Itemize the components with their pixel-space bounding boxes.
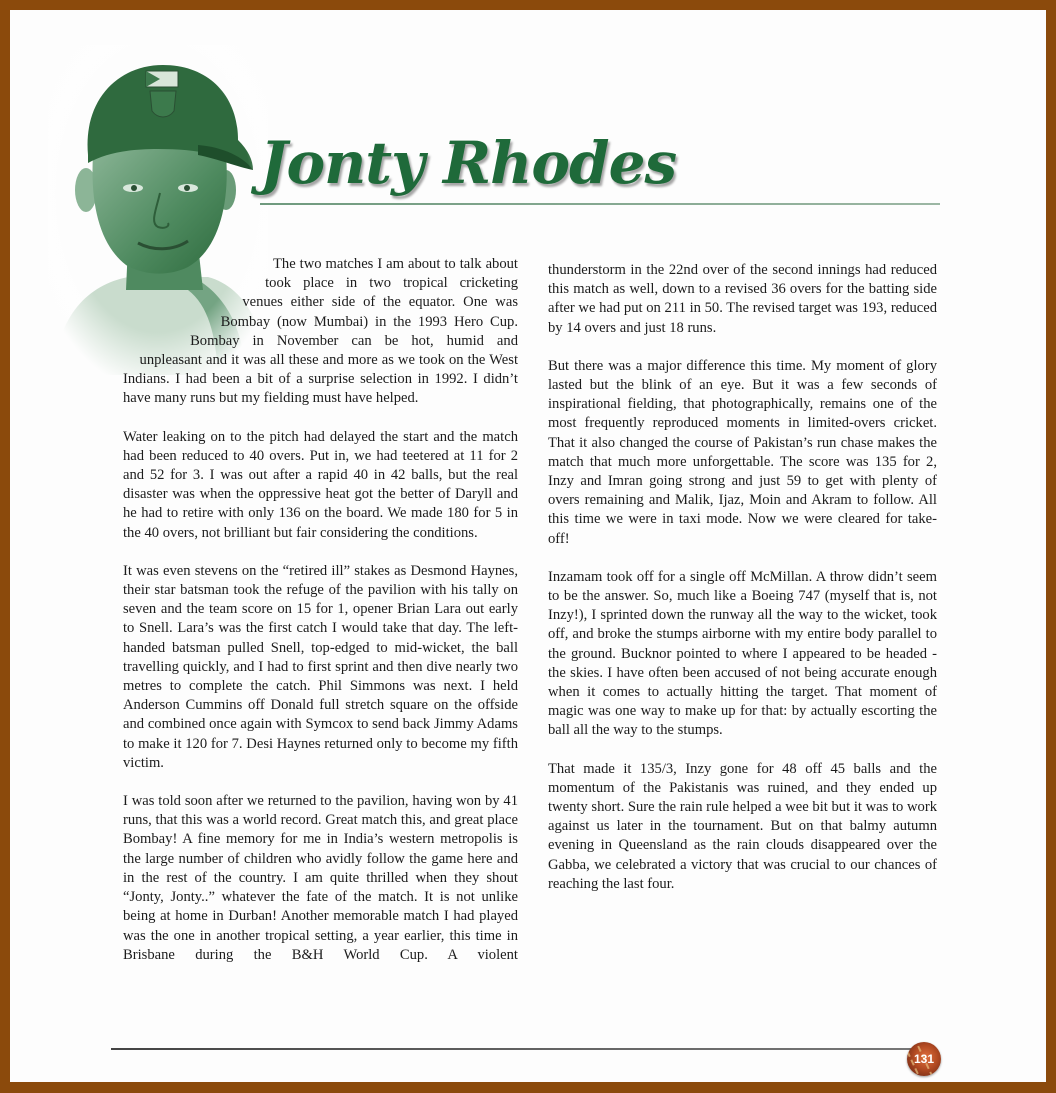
page-title: Jonty Rhodes	[260, 129, 677, 197]
paragraph: It was even stevens on the “retired ill” stakes as Desmond Haynes, their star batsman took the refuge of the pavilion with his tally on seven and the team score on 15 for 1, opener Brian Lara out early to Snell. Lara’s was the first catch I would take that day. The left-handed batsman pulled Snell, top-edged to mid-wicket, the ball travelling quickly, and I had to first sprint and then dive nearly two metres to complete the catch. Phil Simmons was next. I held Anderson Cummins off Donald full stretch square on the offside and combined once again with Symcox to send back Jimmy Adams to make it 120 for 7. Desi Haynes returned only to become my fifth victim.	[123, 562, 518, 771]
article-right-column	[548, 261, 937, 913]
paragraph: Water leaking on to the pitch had delayed the start and the match had been reduced to 40 overs. Put in, we had teetered at 11 for 2 and 52 for 3. I was out after a rapid 40 in 42 balls, but the real disaster was when the oppressive heat got the better of Daryll and he had to retire with only 136 on the board. We made 180 for 5 in the 40 overs, not brilliant but fair considering the conditions.	[123, 428, 518, 541]
paragraph: The two matches I am about to talk about took place in two tropical cricketing venues either side of the equator. One was Bombay (now Mumbai) in the 1993 Hero Cup. Bombay in November can be hot, humid and unpleasant and it was all these and more as we took on the West Indians. I had been a bit of a surprise selection in 1992. I didn’t have many runs but my fielding must have helped.	[123, 256, 518, 407]
title-underline	[260, 203, 940, 205]
cricket-ball-icon	[907, 1042, 941, 1076]
paragraph: But there was a major difference this time. My moment of glory lasted but the blink of an eye. But it was a few seconds of inspirational fielding, that photographically, remains one of the most frequently reproduced moments in limited-overs cricket. That it also changed the course of Pakistan’s run chase makes the match that much more unforgettable. The score was 135 for 2, Inzy and Imran going strong and just 59 to get with plenty of overs remaining and Malik, Ijaz, Moin and Akram to follow. All this time we were in taxi mode. Now we were cleared for take-off!	[548, 357, 937, 547]
paragraph: Inzamam took off for a single off McMillan. A throw didn’t seem to be the answer. So, much like a Boeing 747 (myself that is, not Inzy!), I sprinted down the runway all the way to the wicket, took off, and broke the stumps airborne with my entire body parallel to the ground. Bucknor pointed to where I appeared to be headed - the skies. I have often been accused of not being accurate enough when it comes to actually hitting the target. That moment of magic was one way to make up for that: by actually escorting the ball all the way to the stumps.	[548, 568, 937, 739]
book-page	[10, 10, 1046, 1082]
footer-rule	[111, 1048, 911, 1050]
paragraph: That made it 135/3, Inzy gone for 48 off 45 balls and the momentum of the Pakistanis was ruined, and they ended up twenty short. Sure the rain rule helped a wee bit but it was to work against us later in the tournament. But on that balmy autumn evening in Queensland as the rain clouds disappeared over the Gabba, we celebrated a victory that was crucial to our chances of reaching the last four.	[548, 760, 937, 892]
paragraph: I was told soon after we returned to the pavilion, having won by 41 runs, that this was a world record. Great match this, and great place Bombay! A fine memory for me in India’s western metropolis is the large number of children who avidly follow the game here and in the rest of the country. I am quite thrilled when they shout “Jonty, Jonty..” whatever the fate of the match. It is not unlike being at home in Durban! Another memorable match I had played was the one in another tropical setting, a year earlier, this time in Brisbane during the B&H World Cup. A violent	[123, 793, 518, 963]
article-left-column	[123, 255, 518, 984]
paragraph: thunderstorm in the 22nd over of the second innings had reduced this match as well, down to a revised 36 overs for the batting side after we had put on 211 in 50. The revised target was 193, reduced by 14 overs and just 18 runs.	[548, 262, 937, 336]
page-number: 131	[913, 1052, 935, 1066]
